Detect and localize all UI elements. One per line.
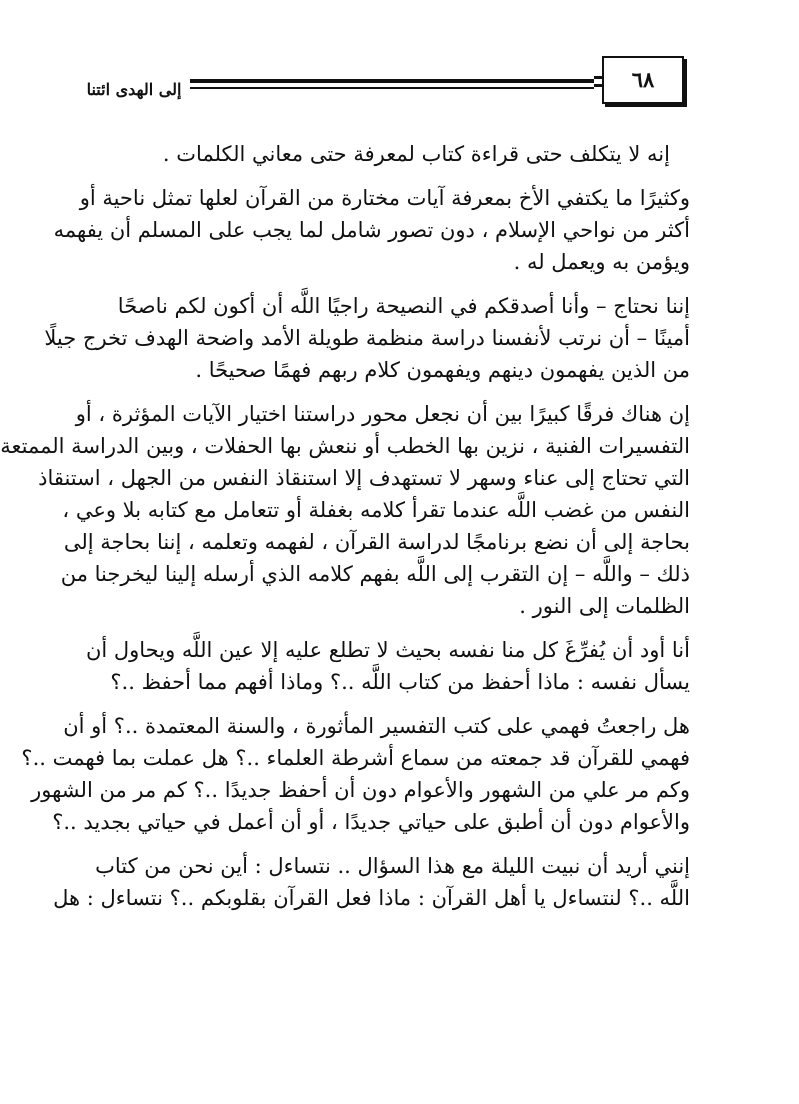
header-rule-thin (190, 87, 594, 89)
text-line: التي تحتاج إلى عناء وسهر لا تستهدف إلا استنقاذ النفس من الجهل ، استنقاذ (38, 466, 690, 490)
text-line: إنني أريد أن نبيت الليلة مع هذا السؤال .. نتساءل : أين نحن من كتاب (95, 854, 690, 878)
paragraph (21, 710, 690, 838)
text-line: فهمي للقرآن قد جمعته من سماع أشرطة العلماء ..؟ هل عملت بما فهمت ..؟ (21, 746, 690, 770)
text-line: ويؤمن به ويعمل له . (513, 250, 690, 274)
text-line: اللَّه ..؟ لنتساءل يا أهل القرآن : ماذا فعل القرآن بقلوبكم ..؟ نتساءل : هل (53, 886, 690, 910)
text-line: يسأل نفسه : ماذا أحفظ من كتاب اللَّه ..؟ وماذا أفهم مما أحفظ ..؟ (110, 670, 690, 694)
text-line: إنه لا يتكلف حتى قراءة كتاب لمعرفة حتى معاني الكلمات . (162, 142, 670, 166)
text-line: الظلمات إلى النور . (519, 594, 690, 618)
header-rule-thick (190, 79, 594, 83)
text-line: التفسيرات الفنية ، نزين بها الخطب أو ننعش بها الحفلات ، وبين الدراسة الممتعة (0, 434, 690, 458)
text-line: إن هناك فرقًا كبيرًا بين أن نجعل محور دراستنا اختيار الآيات المؤثرة ، أو (75, 402, 690, 426)
text-line: أكثر من نواحي الإسلام ، دون تصور شامل لما يجب على المسلم أن يفهمه (53, 218, 690, 242)
text-line: هل راجعتُ فهمي على كتب التفسير المأثورة ، والسنة المعتمدة ..؟ أو أن (63, 714, 690, 738)
page-number: ٦٨ (631, 67, 655, 92)
text-line: النفس من غضب اللَّه عندما تقرأ كلامه بغفلة أو تتعامل مع كتابه بلا وعي ، (62, 498, 690, 522)
text-line: وكم مر علي من الشهور والأعوام دون أن أحفظ جديدًا ..؟ كم مر من الشهور (31, 778, 690, 802)
running-header (80, 52, 684, 108)
text-line: بحاجة إلى أن نضع برنامجًا لدراسة القرآن ، لفهمه وتعلمه ، إننا بحاجة إلى (63, 530, 690, 554)
text-line: وكثيرًا ما يكتفي الأخ بمعرفة آيات مختارة من القرآن لعلها تمثل ناحية أو (79, 186, 690, 210)
text-line: والأعوام دون أن أطبق على حياتي جديدًا ، أو أن أعمل في حياتي بجديد ..؟ (52, 810, 690, 834)
text-line: ذلك – واللَّه – إن التقرب إلى اللَّه بفهم كلامه الذي أرسله إلينا ليخرجنا من (60, 562, 690, 586)
paragraph (44, 290, 690, 386)
paragraph (53, 182, 690, 278)
page-body (0, 138, 690, 926)
page-number-box (602, 56, 684, 104)
text-line: من الذين يفهمون دينهم ويفهمون كلام ربهم فهمًا صحيحًا . (195, 358, 690, 382)
paragraph (110, 138, 690, 170)
paragraph (0, 398, 690, 622)
header-title: إلى الهدى ائتنا (86, 80, 182, 99)
text-line: أمينًا – أن نرتب لأنفسنا دراسة منظمة طويلة الأمد واضحة الهدف تخرج جيلًا (44, 326, 690, 350)
paragraph (53, 850, 690, 914)
text-line: إننا نحتاج – وأنا أصدقكم في النصيحة راجيًا اللَّه أن أكون لكم ناصحًا (117, 294, 690, 318)
paragraph (85, 634, 690, 698)
text-line: أنا أود أن يُفرِّغَ كل منا نفسه بحيث لا تطلع عليه إلا عين اللَّه ويحاول أن (85, 638, 690, 662)
